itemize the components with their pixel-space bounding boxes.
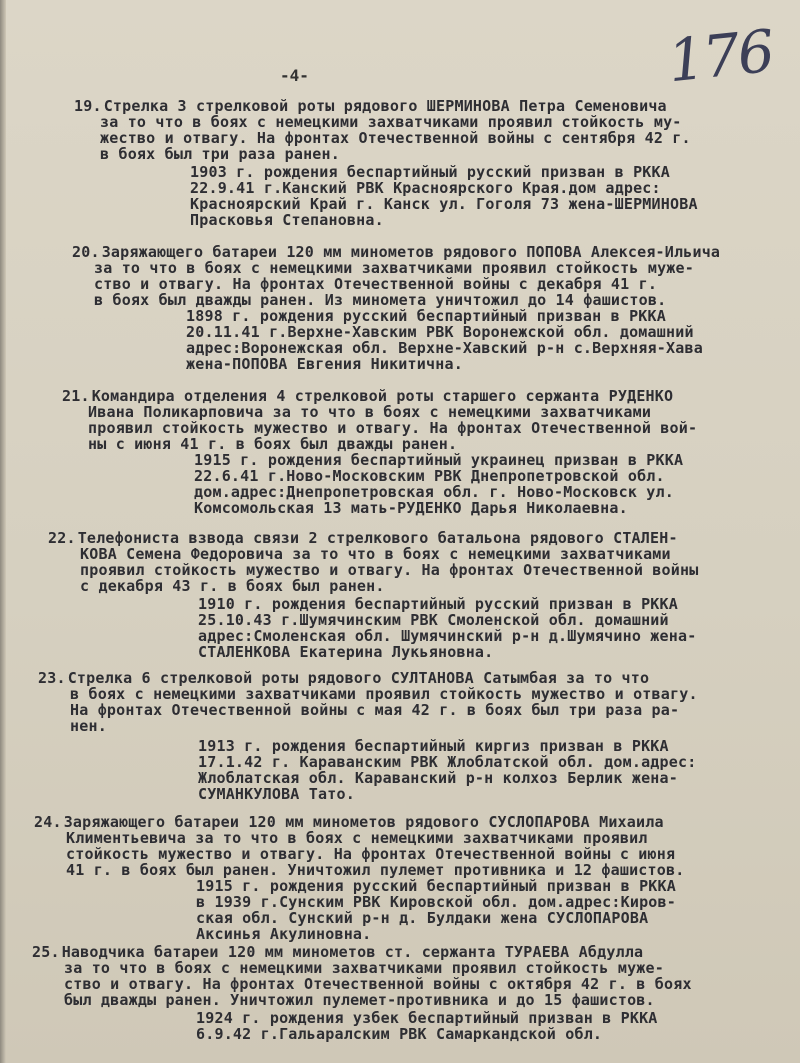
entry-line: проявил стойкость мужество и отвагу. На фронтах Отечественной войны bbox=[80, 561, 699, 579]
entry-line bbox=[34, 814, 664, 830]
entry-line: Климентьевича за то что в боях с немецкими захватчиками проявил bbox=[66, 829, 648, 847]
entry-line: за то что в боях с немецкими захватчиками проявил стойкость муже- bbox=[94, 259, 694, 277]
bio-line: СУМАНКУЛОВА Тато. bbox=[198, 785, 355, 803]
entry-number: 20. bbox=[72, 243, 100, 261]
entry-line: жество и отвагу. На фронтах Отечественной войны с сентября 42 г. bbox=[100, 129, 691, 147]
bio-line: 1898 г. рождения русский беспартийный призван в РККА bbox=[186, 307, 666, 325]
bio-line: Комсомольская 13 мать-РУДЕНКО Дарья Николаевна. bbox=[194, 499, 628, 517]
entry-line: был дважды ранен. Уничтожил пулемет-противника и до 15 фашистов. bbox=[64, 991, 655, 1009]
bio-line: Аксинья Акулиновна. bbox=[196, 925, 372, 943]
entry-number: 25. bbox=[32, 943, 60, 961]
bio-line: Красноярский Край г. Канск ул. Гоголя 73 жена-ШЕРМИНОВА bbox=[190, 195, 698, 213]
award-text: Заряжающего батареи 120 мм минометов рядового ПОПОВА Алексея-Ильича bbox=[101, 243, 721, 261]
entry-line: в боях был дважды ранен. Из миномета уничтожил до 14 фашистов. bbox=[94, 291, 667, 309]
entry-line: стойкость мужество и отвагу. На фронтах Отечественной войны с июня bbox=[66, 845, 676, 863]
award-text: Командира отделения 4 стрелковой роты старшего сержанта РУДЕНКО bbox=[91, 387, 674, 405]
entry-number: 24. bbox=[34, 813, 62, 831]
bio-line: 1910 г. рождения беспартийный русский призван в РККА bbox=[198, 595, 678, 613]
entry-line bbox=[74, 98, 667, 114]
bio-line: 22.9.41 г.Канский РВК Красноярского Края.дом адрес: bbox=[190, 179, 661, 197]
entry-number: 21. bbox=[62, 387, 90, 405]
bio-line: Прасковья Степановна. bbox=[190, 211, 384, 229]
entry-line: проявил стойкость мужество и отвагу. На фронтах Отечественной вой- bbox=[88, 419, 698, 437]
entry-line bbox=[48, 530, 678, 546]
award-text: Заряжающего батареи 120 мм минометов рядового СУСЛОПАРОВА Михаила bbox=[63, 813, 664, 831]
entry-line: ны с июня 41 г. в боях был дважды ранен. bbox=[88, 435, 458, 453]
entry-number: 19. bbox=[74, 97, 102, 115]
bio-line: СТАЛЕНКОВА Екатерина Лукьяновна. bbox=[198, 643, 494, 661]
entry-line: в боях с немецкими захватчиками проявил стойкость мужество и отвагу. bbox=[70, 685, 698, 703]
bio-line: 22.6.41 г.Ново-Московским РВК Днепропетровской обл. bbox=[194, 467, 665, 485]
bio-line: 1915 г. рождения беспартийный украинец призван в РККА bbox=[194, 451, 684, 469]
entry-line: 41 г. в боях был ранен. Уничтожил пулемет противника и 12 фашистов. bbox=[66, 861, 685, 879]
entry-line bbox=[32, 944, 643, 960]
folio-number: 176 bbox=[664, 16, 776, 96]
entry-line: На фронтах Отечественной войны с мая 42 г. в боях был три раза ра- bbox=[70, 701, 680, 719]
entry-line bbox=[62, 388, 673, 404]
bio-line: жена-ПОПОВА Евгения Никитична. bbox=[186, 355, 463, 373]
page-edge bbox=[0, 0, 6, 1063]
entry-line bbox=[72, 244, 720, 260]
bio-line: ская обл. Сунский р-н д. Булдаки жена СУСЛОПАРОВА bbox=[196, 909, 649, 927]
bio-line: 1915 г. рождения русский беспартийный призван в РККА bbox=[196, 877, 676, 895]
bio-line: 6.9.42 г.Гальаралским РВК Самаркандской обл. bbox=[196, 1025, 603, 1043]
entry-line: Ивана Поликарповича за то что в боях с немецкими захватчиками bbox=[88, 403, 652, 421]
bio-line: 20.11.41 г.Верхне-Хавским РВК Воронежской обл. домашний bbox=[186, 323, 694, 341]
entry-line bbox=[38, 670, 649, 686]
award-text: Стрелка 6 стрелковой роты рядового СУЛТАНОВА Сатымбая за то что bbox=[67, 669, 650, 687]
bio-line: в 1939 г.Сунским РВК Кировской обл. дом.адрес:Киров- bbox=[196, 893, 676, 911]
bio-line: адрес:Воронежская обл. Верхне-Хавский р-н с.Верхняя-Хава bbox=[186, 339, 703, 357]
entry-line: КОВА Семена Федоровича за то что в боях с немецкими захватчиками bbox=[80, 545, 671, 563]
award-text: Стрелка 3 стрелковой роты рядового ШЕРМИНОВА Петра Семеновича bbox=[103, 97, 667, 115]
entry-line: ство и отвагу. На фронтах Отечественной войны с октября 42 г. в боях bbox=[64, 975, 692, 993]
bio-line: дом.адрес:Днепропетровская обл. г. Ново-Московск ул. bbox=[194, 483, 674, 501]
entry-number: 22. bbox=[48, 529, 76, 547]
award-text: Телефониста взвода связи 2 стрелкового батальона рядового СТАЛЕН- bbox=[77, 529, 678, 547]
bio-line: адрес:Смоленская обл. Шумячинский р-н д.Шумячино жена- bbox=[198, 627, 697, 645]
bio-line: 1913 г. рождения беспартийный киргиз призван в РККА bbox=[198, 737, 669, 755]
bio-line: 1903 г. рождения беспартийный русский призван в РККА bbox=[190, 163, 670, 181]
entry-line: с декабря 43 г. в боях был ранен. bbox=[80, 577, 385, 595]
bio-line: 25.10.43 г.Шумячинским РВК Смоленской обл. домашний bbox=[198, 611, 669, 629]
entry-line: в боях был три раза ранен. bbox=[100, 145, 340, 163]
award-text: Наводчика батареи 120 мм минометов ст. сержанта ТУРАЕВА Абдулла bbox=[61, 943, 644, 961]
entry-line: за то что в боях с немецкими захватчиками проявил стойкость муже- bbox=[64, 959, 664, 977]
bio-line: Жлоблатская обл. Караванский р-н колхоз Берлик жена- bbox=[198, 769, 678, 787]
entry-line: ство и отвагу. На фронтах Отечественной войны с декабря 41 г. bbox=[94, 275, 658, 293]
entry-line: нен. bbox=[70, 717, 107, 735]
entry-line: за то что в боях с немецкими захватчиками проявил стойкость му- bbox=[100, 113, 682, 131]
page-number: -4- bbox=[280, 66, 309, 85]
bio-line: 1924 г. рождения узбек беспартийный призван в РККА bbox=[196, 1009, 658, 1027]
bio-line: 17.1.42 г. Караванским РВК Жлоблатской обл. дом.адрес: bbox=[198, 753, 697, 771]
entry-number: 23. bbox=[38, 669, 66, 687]
